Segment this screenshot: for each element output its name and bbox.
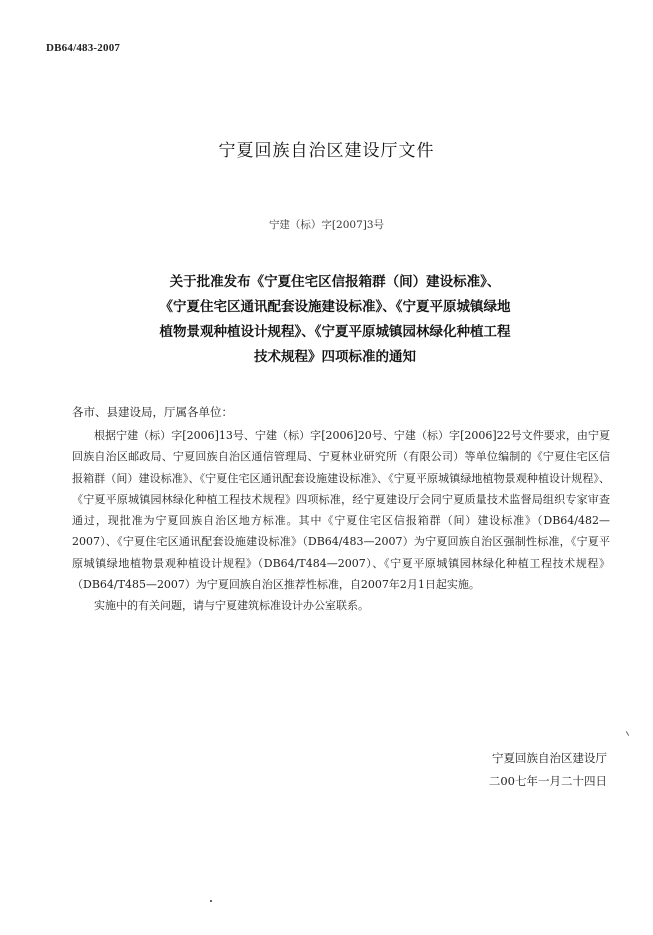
addressee: 各市、县建设局，厅属各单位： (72, 405, 233, 419)
signature-organization: 宁夏回族自治区建设厅 (492, 751, 607, 765)
notice-title-line: 植物景观种植设计规程》、《宁夏平原城镇园林绿化种植工程 (159, 324, 511, 340)
scan-speck (626, 731, 629, 736)
issuer-title: 宁夏回族自治区建设厅文件 (218, 141, 435, 161)
document-number: 宁建（标）字[2007]3号 (268, 219, 385, 231)
scan-speck (210, 900, 212, 902)
body-paragraph: 根据宁建（标）字[2006]13号、宁建（标）字[2006]20号、宁建（标）字[2006]22号文件要求，由宁夏回族自治区邮政局、宁夏回族自治区通信管理局、宁夏林业研究所（有限公司）等单位编制的《宁夏住宅区信报箱群（间）建设标准》、《宁夏住宅区通讯配套设施建设标准》、《宁夏平原城镇绿地植物景观种植设计规程》、《宁夏平原城镇园林绿化种植工程技术规程》四项标准，经宁夏建设厅会同宁夏质量技术监督局组织专家审查通过，现批准为宁夏回族自治区地方标准。其中《宁夏住宅区信报箱群（间）建设标准》（DB64/482—2007）、《宁夏住宅区通讯配套设施建设标准》（DB64/483—2007）为宁夏回族自治区强制性标准，《宁夏平原城镇绿地植物景观种植设计规程》（DB64/T484—2007）、《宁夏平原城镇园林绿化种植工程技术规程》（DB64/T485—2007）为宁夏回族自治区推荐性标准，自2007年2月1日起实施。 (72, 429, 610, 592)
signature-date: 二00七年一月二十四日 (488, 774, 607, 788)
notice-body (72, 425, 610, 617)
notice-title-line: 技术规程》四项标准的通知 (254, 349, 416, 365)
notice-title-line: 《宁夏住宅区通讯配套设施建设标准》、《宁夏平原城镇绿地 (159, 299, 511, 315)
notice-title-line: 关于批准发布《宁夏住宅区信报箱群（间）建设标准》、 (169, 274, 501, 290)
signature-block (489, 747, 607, 793)
standard-code: DB64/483-2007 (46, 42, 121, 54)
body-paragraph: 实施中的有关问题，请与宁夏建筑标准设计办公室联系。 (94, 599, 369, 613)
notice-title (140, 270, 530, 370)
